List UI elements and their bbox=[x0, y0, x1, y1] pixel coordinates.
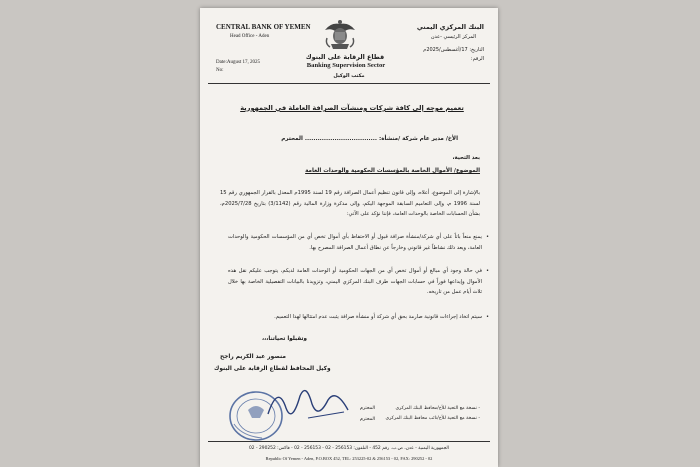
ar-sector-name: قطاع الرقابة على البنوك bbox=[305, 53, 385, 61]
yemen-eagle-emblem-icon bbox=[321, 16, 359, 56]
ar-ref-no: الرقم: bbox=[470, 56, 484, 62]
footer-arabic-contact: الجمهورية اليمنية - عدن، ص.ب. رقم 452 - التلفون: 256153 - 02 - 256153 - 02 - فاكس: 290252 - 02 bbox=[249, 446, 449, 451]
handwritten-signature-icon bbox=[248, 374, 368, 434]
en-head-office: Head Office - Aden bbox=[230, 34, 270, 39]
greeting: بعد التحية، bbox=[452, 155, 480, 161]
footer-english-contact: Republic Of Yemen - Aden, P.O.BOX 452, TEL: 253225-02 & 256153 - 02, FAX: 290252 - 02 bbox=[265, 456, 433, 461]
en-ref-no: No: bbox=[216, 68, 224, 73]
signatory-name: منصور عبد الكريم راجح bbox=[220, 354, 286, 360]
cc-deputy-governor: - نسخة مع التحية للأخ/نائب محافظ البنك المركزي bbox=[385, 416, 480, 421]
circular-title: تعميم موجه إلى كافة شركات ومنشآت الصرافة العاملة في الجمهورية bbox=[240, 104, 464, 112]
ar-date: التاريخ: 17/أغسطس/2025م bbox=[423, 47, 484, 53]
subject-line: الموضوع/ الأموال الخاصة بالمؤسسات الحكومية والوحدات العامة bbox=[305, 168, 480, 174]
ar-deputy-office: مكتب الوكيل bbox=[333, 73, 365, 79]
stamp-label-1: المحترم bbox=[360, 406, 376, 411]
directive-bullet-1: • يمنع منعاً باتاً على أي شركة/منشأة صرافة قبول أو الاحتفاظ بأي أموال تخص أي من المؤسسات الحكومية والوحدات العامة، ويعد ذلك نشاطاً غير قانوني وخارجاً عن نطاق أعمال الصرافة المصرح بها. bbox=[228, 232, 482, 253]
header-divider bbox=[208, 83, 490, 84]
closing-regards: وتقبلوا تحياتنا،،، bbox=[262, 336, 307, 342]
en-bank-name: CENTRAL BANK OF YEMEN bbox=[216, 23, 311, 31]
ar-head-office: المركز الرئيسي -عدن bbox=[430, 34, 476, 40]
directive-bullet-2: • في حالة وجود أي مبالغ أو أموال تخص أي من الجهات الحكومية أو الوحدات العامة لديكم، يتوجب عليكم نقل هذه الأموال وإيداعها فوراً في حسابات الجهات طرف البنك المركزي اليمني، وتزويدنا بالبيانات التفصيلية الخاصة بها خلال ثلاث أيام عمل من تاريخه. bbox=[228, 266, 482, 298]
en-sector-name: Banking Supervision Sector bbox=[306, 62, 386, 69]
en-date: Date:August 17, 2025 bbox=[216, 60, 261, 65]
ar-bank-name: البنك المركزي اليمني bbox=[416, 23, 484, 31]
signatory-title: وكيل المحافظ لقطاع الرقابة على البنوك bbox=[214, 366, 331, 372]
intro-paragraph: بالإشارة إلى الموضوع، أعلاه، وإلى قانون تنظيم أعمال الصرافة رقم 19 لسنة 1995م المعدل بالقرار الجمهوري رقم 15 لسنة 1996 م، وإلى التعاميم السابقة الموجهة اليكم، وإلى مذكرة وزارة المالية رقم (3/1142) بتاريخ 2025/7/28م، بشأن الحسابات الخاصة بالوحدات العامة، فإننا نؤكد على الآتي: bbox=[220, 190, 481, 217]
letter-page bbox=[200, 8, 498, 467]
footer-divider bbox=[208, 441, 490, 442]
cc-governor: - نسخة مع التحية للأخ/محافظ البنك المركزي bbox=[395, 406, 480, 411]
stamp-label-2: المحترم bbox=[360, 417, 376, 422]
directive-bullet-3: • سيتم اتخاذ إجراءات قانونية صارمة بحق أي شركة أو منشأة صرافة يثبت عدم امتثالها لهذا التعميم. bbox=[228, 312, 482, 323]
addressee-line: الأخ/ مدير عام شركة /منشأة: .................................. المحترم bbox=[281, 136, 458, 142]
